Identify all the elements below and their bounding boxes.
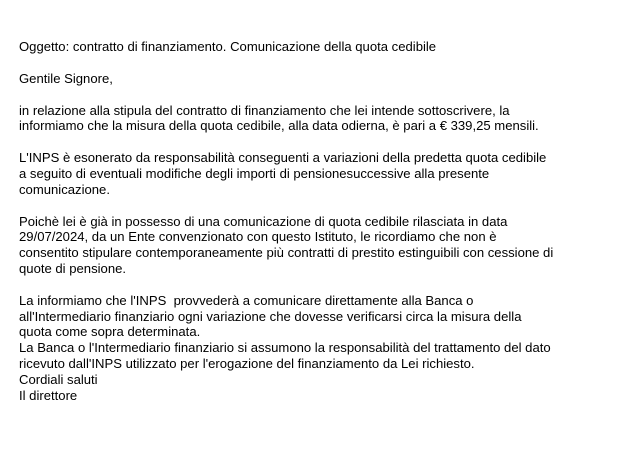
text-line: La Banca o l'Intermediario finanziario si assumono la responsabilità del trattamento del dato bbox=[19, 340, 551, 356]
text-line: comunicazione. bbox=[19, 181, 110, 197]
text-line: in relazione alla stipula del contratto di finanziamento che lei intende sottoscrivere, la bbox=[19, 102, 510, 118]
spacer bbox=[19, 134, 626, 150]
letter-closing bbox=[19, 372, 626, 404]
text-line: informiamo che la misura della quota cedibile, alla data odierna, è pari a € 339,25 mensili. bbox=[19, 118, 539, 134]
text-line: quota come sopra determinata. bbox=[19, 324, 201, 340]
paragraph-variazioni bbox=[19, 293, 626, 340]
spacer bbox=[19, 277, 626, 293]
letter-greeting bbox=[19, 71, 626, 87]
paragraph-quota-cedibile bbox=[19, 103, 626, 135]
text-line: 29/07/2024, da un Ente convenzionato con questo Istituto, le ricordiamo che non è bbox=[19, 229, 497, 245]
spacer bbox=[19, 87, 626, 103]
letter-subject bbox=[19, 39, 626, 55]
spacer bbox=[19, 55, 626, 71]
paragraph-comunicazione-precedente bbox=[19, 214, 626, 277]
text-line: ricevuto dall'INPS utilizzato per l'erogazione del finanziamento da Lei richiesto. bbox=[19, 355, 475, 371]
text-line: consentito stipulare contemporaneamente più contratti di prestito estinguibili con cessione di bbox=[19, 245, 554, 261]
spacer bbox=[19, 198, 626, 214]
paragraph-trattamento-dato bbox=[19, 340, 626, 372]
greeting-line: Gentile Signore, bbox=[19, 70, 113, 86]
signature-line: Il direttore bbox=[19, 387, 78, 403]
closing-line: Cordiali saluti bbox=[19, 371, 98, 387]
text-line: all'Intermediario finanziario ogni variazione che dovesse verificarsi circa la misura della bbox=[19, 308, 522, 324]
paragraph-esonero-responsabilita bbox=[19, 150, 626, 197]
text-line: L'INPS è esonerato da responsabilità conseguenti a variazioni della predetta quota cedibile bbox=[19, 150, 547, 166]
text-line: La informiamo che l'INPS provvederà a comunicare direttamente alla Banca o bbox=[19, 292, 474, 308]
text-line: a seguito di eventuali modifiche degli importi di pensionesuccessive alla presente bbox=[19, 165, 490, 181]
text-line: Poichè lei è già in possesso di una comunicazione di quota cedibile rilasciata in data bbox=[19, 213, 508, 229]
text-line: quote di pensione. bbox=[19, 260, 127, 276]
subject-line: Oggetto: contratto di finanziamento. Comunicazione della quota cedibile bbox=[19, 39, 437, 54]
